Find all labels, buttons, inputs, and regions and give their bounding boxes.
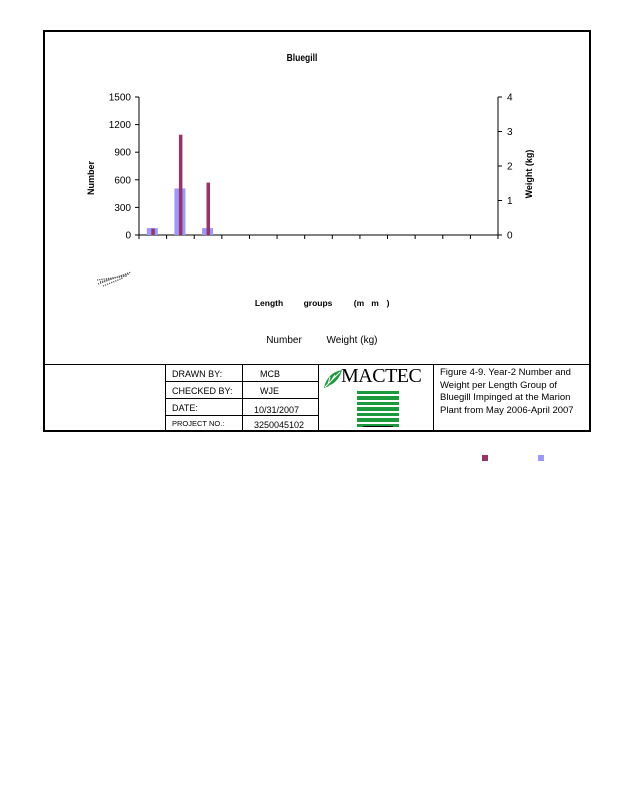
checked-by-label: CHECKED BY: [172,386,233,396]
chart [43,30,591,366]
y-axis-label-right: Weight (kg) [524,149,534,199]
title-block-row-1 [165,381,318,382]
x-label-part-m: m [371,298,379,308]
logo-stripes [357,391,399,430]
left-tick-label: 300 [114,202,131,214]
bar-number [207,183,211,235]
x-label-part-open: (m [353,298,365,308]
project-no-value: 3250045102 [254,420,305,430]
garbled-label [97,272,131,286]
right-tick-label: 0 [507,230,513,242]
left-tick-label: 600 [114,175,131,187]
x-label-part-groups: groups [303,298,333,308]
x-label-part-close: ) [386,298,390,308]
left-tick-label: 0 [125,230,131,242]
figure-caption: Figure 4-9. Year-2 Number and Weight per Length Group of Bluegill Impinged at the Marion Plant from May 2006-April 2007 [440,367,574,416]
left-y-ticks [109,93,139,242]
right-tick-label: 1 [507,196,513,207]
left-tick-label: 1200 [108,120,131,132]
left-tick-label: 900 [114,147,131,159]
legend-number-label: Number [266,335,302,346]
drawn-by-label: DRAWN BY: [172,369,223,379]
checked-by-value: WJE [260,386,279,396]
bar-number [179,135,183,235]
x-ticks [139,235,498,239]
title-block-top-line [43,364,591,365]
bars [147,135,213,235]
legend-weight-swatch [538,455,544,461]
legend-weight-label: Weight (kg) [326,335,378,346]
title-block-row-3 [165,415,318,416]
right-tick-label: 4 [507,92,513,104]
drawn-by-value: MCB [260,369,280,379]
title-block-row-2 [165,398,318,399]
chart-title: Bluegill [286,52,318,64]
legend-number-swatch [482,455,488,461]
title-block-divider-4 [433,364,434,432]
right-tick-label: 2 [507,161,513,173]
right-tick-label: 3 [507,127,513,138]
project-no-label: PROJECT NO.: [172,419,225,428]
left-tick-label: 1500 [108,92,131,104]
bar-number [151,229,155,235]
y-axis-label-left: Number [86,160,96,196]
title-block-divider-3 [318,364,319,432]
logo-text: MACTEC [341,365,422,387]
date-label: DATE: [172,403,198,413]
date-value: 10/31/2007 [254,405,300,415]
x-label-part-length: Length [254,298,284,308]
right-y-ticks [498,93,513,242]
